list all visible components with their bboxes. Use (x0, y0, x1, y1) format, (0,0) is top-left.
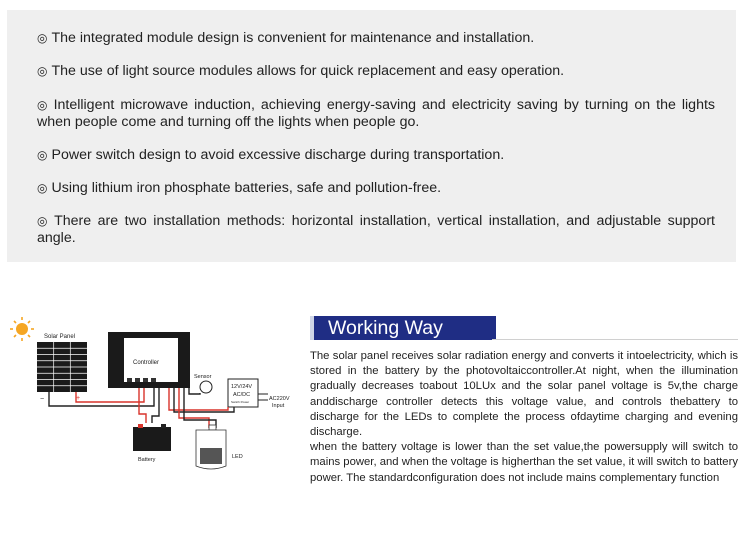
feature-item (37, 147, 715, 164)
ac-input-label-1: AC220V (269, 396, 290, 402)
battery-icon (133, 424, 171, 451)
feature-item (37, 63, 715, 80)
section-title: Working Way (328, 317, 443, 339)
feature-item (37, 30, 715, 47)
led-label: LED (232, 454, 243, 460)
converter-label-1: 12V/24V (231, 384, 253, 390)
svg-text:−: − (40, 396, 45, 403)
bullet-icon: ◎ (37, 148, 48, 162)
feature-item (37, 180, 715, 197)
sun-icon (10, 317, 34, 341)
feature-text: The use of light source modules allows for quick replacement and easy operation. (51, 63, 565, 79)
svg-text:+: + (76, 395, 81, 402)
working-way-header (310, 316, 496, 340)
bullet-icon: ◎ (37, 64, 48, 78)
solar-panel-label: Solar Panel (44, 334, 76, 340)
feature-item (37, 213, 715, 247)
ac-input-label-2: Input (272, 403, 285, 409)
feature-text: Intelligent microwave induction, achieving energy-saving and electricity saving by turning on the lights when people come and turning off the lights when people go. (37, 97, 715, 130)
battery-label: Battery (138, 457, 156, 463)
bullet-icon: ◎ (37, 214, 51, 228)
working-way-text (310, 349, 738, 486)
converter-label-2: AC/DC (233, 392, 251, 398)
working-way-paragraph: The solar panel receives solar radiation energy and converts it intoelectricity, which is stored in the battery by the photovoltaiccontroller.At night, when the illumination gradually decreases toabout 10LUx and the solar panel voltage is 5v,the charge anddischarge controller detects this voltage value, and controls thebattery to discharge for the LEDs to complete the process ofdaytime charging and evening discharge. (310, 350, 738, 439)
feature-item (37, 97, 715, 131)
feature-text: Power switch design to avoid excessive discharge during transportation. (51, 147, 505, 163)
sensor-label: Sensor (194, 374, 212, 380)
converter-sub-label: Switch Power (231, 400, 250, 404)
sensor-icon (200, 381, 212, 393)
controller-label: Controller (133, 360, 160, 366)
feature-text: Using lithium iron phosphate batteries, safe and pollution-free. (51, 180, 442, 196)
header-divider (492, 339, 738, 340)
led-lamp-icon (196, 425, 226, 469)
feature-text: There are two installation methods: horizontal installation, vertical installation, and adjustable support angle. (37, 213, 715, 246)
working-way-paragraph: when the battery voltage is lower than the set value,the powersupply will switch to mains power, and when the voltage is higherthan the set value, it will switch to battery power. The standardconfiguration does not include mains complementary function (310, 441, 738, 484)
bullet-icon: ◎ (37, 31, 48, 45)
bullet-icon: ◎ (37, 181, 48, 195)
bullet-icon: ◎ (37, 98, 50, 112)
wiring-diagram (4, 308, 304, 493)
feature-text: The integrated module design is convenient for maintenance and installation. (51, 30, 535, 46)
solar-panel-icon (37, 342, 87, 392)
